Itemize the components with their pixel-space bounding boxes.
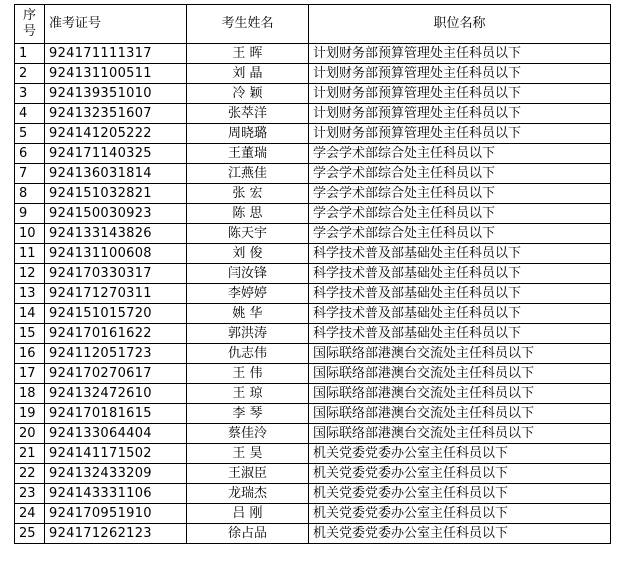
cell-serial-number: 21: [15, 444, 45, 464]
cell-serial-number: 20: [15, 424, 45, 444]
cell-exam-id: 924151015720: [45, 304, 187, 324]
cell-candidate-name: 陈 思: [187, 204, 309, 224]
header-serial-line1: 序: [22, 8, 36, 23]
table-row: [15, 64, 611, 84]
cell-candidate-name: 王 琼: [187, 384, 309, 404]
cell-exam-id: 924170330317: [45, 264, 187, 284]
cell-candidate-name: 李 琴: [187, 404, 309, 424]
cell-candidate-name: 闫汝锋: [187, 264, 309, 284]
cell-position-name: 计划财务部预算管理处主任科员以下: [309, 44, 611, 64]
cell-position-name: 计划财务部预算管理处主任科员以下: [309, 64, 611, 84]
cell-position-name: 机关党委党委办公室主任科员以下: [309, 444, 611, 464]
cell-candidate-name: 龙瑞杰: [187, 484, 309, 504]
cell-position-name: 国际联络部港澳台交流处主任科员以下: [309, 404, 611, 424]
table-row: [15, 264, 611, 284]
cell-exam-id: 924143331106: [45, 484, 187, 504]
table-row: [15, 304, 611, 324]
table-row: [15, 224, 611, 244]
cell-candidate-name: 陈天宇: [187, 224, 309, 244]
cell-exam-id: 924170161622: [45, 324, 187, 344]
cell-candidate-name: 王淑臣: [187, 464, 309, 484]
header-exam-id: 准考证号: [45, 5, 187, 44]
cell-position-name: 机关党委党委办公室主任科员以下: [309, 484, 611, 504]
table-row: [15, 364, 611, 384]
cell-exam-id: 924170270617: [45, 364, 187, 384]
cell-serial-number: 1: [15, 44, 45, 64]
cell-serial-number: 19: [15, 404, 45, 424]
cell-candidate-name: 李婷婷: [187, 284, 309, 304]
table-row: [15, 404, 611, 424]
cell-exam-id: 924133064404: [45, 424, 187, 444]
cell-exam-id: 924170951910: [45, 504, 187, 524]
cell-position-name: 国际联络部港澳台交流处主任科员以下: [309, 424, 611, 444]
table-row: [15, 284, 611, 304]
cell-serial-number: 5: [15, 124, 45, 144]
cell-exam-id: 924112051723: [45, 344, 187, 364]
cell-serial-number: 13: [15, 284, 45, 304]
cell-position-name: 计划财务部预算管理处主任科员以下: [309, 124, 611, 144]
cell-position-name: 学会学术部综合处主任科员以下: [309, 184, 611, 204]
cell-candidate-name: 周晓璐: [187, 124, 309, 144]
cell-serial-number: 12: [15, 264, 45, 284]
table-row: [15, 524, 611, 544]
header-row: [15, 5, 611, 44]
cell-position-name: 计划财务部预算管理处主任科员以下: [309, 104, 611, 124]
header-serial-number: [15, 5, 45, 44]
cell-candidate-name: 王董瑞: [187, 144, 309, 164]
table-row: [15, 164, 611, 184]
cell-candidate-name: 郭洪涛: [187, 324, 309, 344]
cell-serial-number: 10: [15, 224, 45, 244]
cell-exam-id: 924171111317: [45, 44, 187, 64]
cell-serial-number: 23: [15, 484, 45, 504]
cell-position-name: 国际联络部港澳台交流处主任科员以下: [309, 344, 611, 364]
cell-serial-number: 3: [15, 84, 45, 104]
cell-candidate-name: 徐占品: [187, 524, 309, 544]
cell-serial-number: 2: [15, 64, 45, 84]
header-serial-line2: 号: [22, 24, 36, 39]
cell-candidate-name: 刘 晶: [187, 64, 309, 84]
cell-position-name: 科学技术普及部基础处主任科员以下: [309, 324, 611, 344]
table-row: [15, 44, 611, 64]
cell-exam-id: 924136031814: [45, 164, 187, 184]
table-row: [15, 384, 611, 404]
table-row: [15, 204, 611, 224]
cell-exam-id: 924132472610: [45, 384, 187, 404]
cell-serial-number: 6: [15, 144, 45, 164]
cell-position-name: 学会学术部综合处主任科员以下: [309, 204, 611, 224]
cell-serial-number: 7: [15, 164, 45, 184]
header-candidate-name: 考生姓名: [187, 5, 309, 44]
table-header: [15, 5, 611, 44]
cell-serial-number: 8: [15, 184, 45, 204]
header-position-name: 职位名称: [309, 5, 611, 44]
cell-serial-number: 24: [15, 504, 45, 524]
cell-candidate-name: 冷 颖: [187, 84, 309, 104]
cell-exam-id: 924141171502: [45, 444, 187, 464]
table-row: [15, 324, 611, 344]
cell-exam-id: 924150030923: [45, 204, 187, 224]
cell-position-name: 科学技术普及部基础处主任科员以下: [309, 244, 611, 264]
cell-position-name: 机关党委党委办公室主任科员以下: [309, 464, 611, 484]
cell-exam-id: 924132433209: [45, 464, 187, 484]
cell-exam-id: 924132351607: [45, 104, 187, 124]
cell-exam-id: 924171262123: [45, 524, 187, 544]
cell-position-name: 机关党委党委办公室主任科员以下: [309, 504, 611, 524]
cell-exam-id: 924131100608: [45, 244, 187, 264]
cell-serial-number: 14: [15, 304, 45, 324]
cell-candidate-name: 仇志伟: [187, 344, 309, 364]
cell-candidate-name: 张 宏: [187, 184, 309, 204]
cell-position-name: 科学技术普及部基础处主任科员以下: [309, 264, 611, 284]
cell-candidate-name: 吕 刚: [187, 504, 309, 524]
cell-position-name: 国际联络部港澳台交流处主任科员以下: [309, 384, 611, 404]
candidate-table: [14, 4, 611, 544]
cell-exam-id: 924170181615: [45, 404, 187, 424]
cell-exam-id: 924171270311: [45, 284, 187, 304]
table-row: [15, 144, 611, 164]
cell-position-name: 学会学术部综合处主任科员以下: [309, 144, 611, 164]
cell-serial-number: 9: [15, 204, 45, 224]
cell-exam-id: 924151032821: [45, 184, 187, 204]
cell-exam-id: 924139351010: [45, 84, 187, 104]
cell-candidate-name: 江燕佳: [187, 164, 309, 184]
cell-position-name: 学会学术部综合处主任科员以下: [309, 224, 611, 244]
cell-candidate-name: 王 昊: [187, 444, 309, 464]
cell-serial-number: 22: [15, 464, 45, 484]
cell-candidate-name: 王 伟: [187, 364, 309, 384]
cell-serial-number: 25: [15, 524, 45, 544]
cell-position-name: 科学技术普及部基础处主任科员以下: [309, 304, 611, 324]
cell-exam-id: 924171140325: [45, 144, 187, 164]
cell-candidate-name: 张萃洋: [187, 104, 309, 124]
cell-position-name: 学会学术部综合处主任科员以下: [309, 164, 611, 184]
cell-serial-number: 17: [15, 364, 45, 384]
cell-exam-id: 924141205222: [45, 124, 187, 144]
cell-candidate-name: 姚 华: [187, 304, 309, 324]
cell-serial-number: 4: [15, 104, 45, 124]
table-row: [15, 104, 611, 124]
table-row: [15, 424, 611, 444]
cell-serial-number: 16: [15, 344, 45, 364]
cell-candidate-name: 蔡佳泠: [187, 424, 309, 444]
cell-exam-id: 924131100511: [45, 64, 187, 84]
table-row: [15, 124, 611, 144]
cell-position-name: 国际联络部港澳台交流处主任科员以下: [309, 364, 611, 384]
table-row: [15, 84, 611, 104]
cell-exam-id: 924133143826: [45, 224, 187, 244]
table-row: [15, 484, 611, 504]
table-row: [15, 184, 611, 204]
cell-serial-number: 11: [15, 244, 45, 264]
table-row: [15, 504, 611, 524]
table-body: [15, 44, 611, 544]
cell-position-name: 计划财务部预算管理处主任科员以下: [309, 84, 611, 104]
cell-position-name: 科学技术普及部基础处主任科员以下: [309, 284, 611, 304]
cell-candidate-name: 王 晖: [187, 44, 309, 64]
table-row: [15, 444, 611, 464]
cell-serial-number: 15: [15, 324, 45, 344]
cell-position-name: 机关党委党委办公室主任科员以下: [309, 524, 611, 544]
cell-serial-number: 18: [15, 384, 45, 404]
table-row: [15, 464, 611, 484]
table-row: [15, 344, 611, 364]
table-row: [15, 244, 611, 264]
cell-candidate-name: 刘 俊: [187, 244, 309, 264]
